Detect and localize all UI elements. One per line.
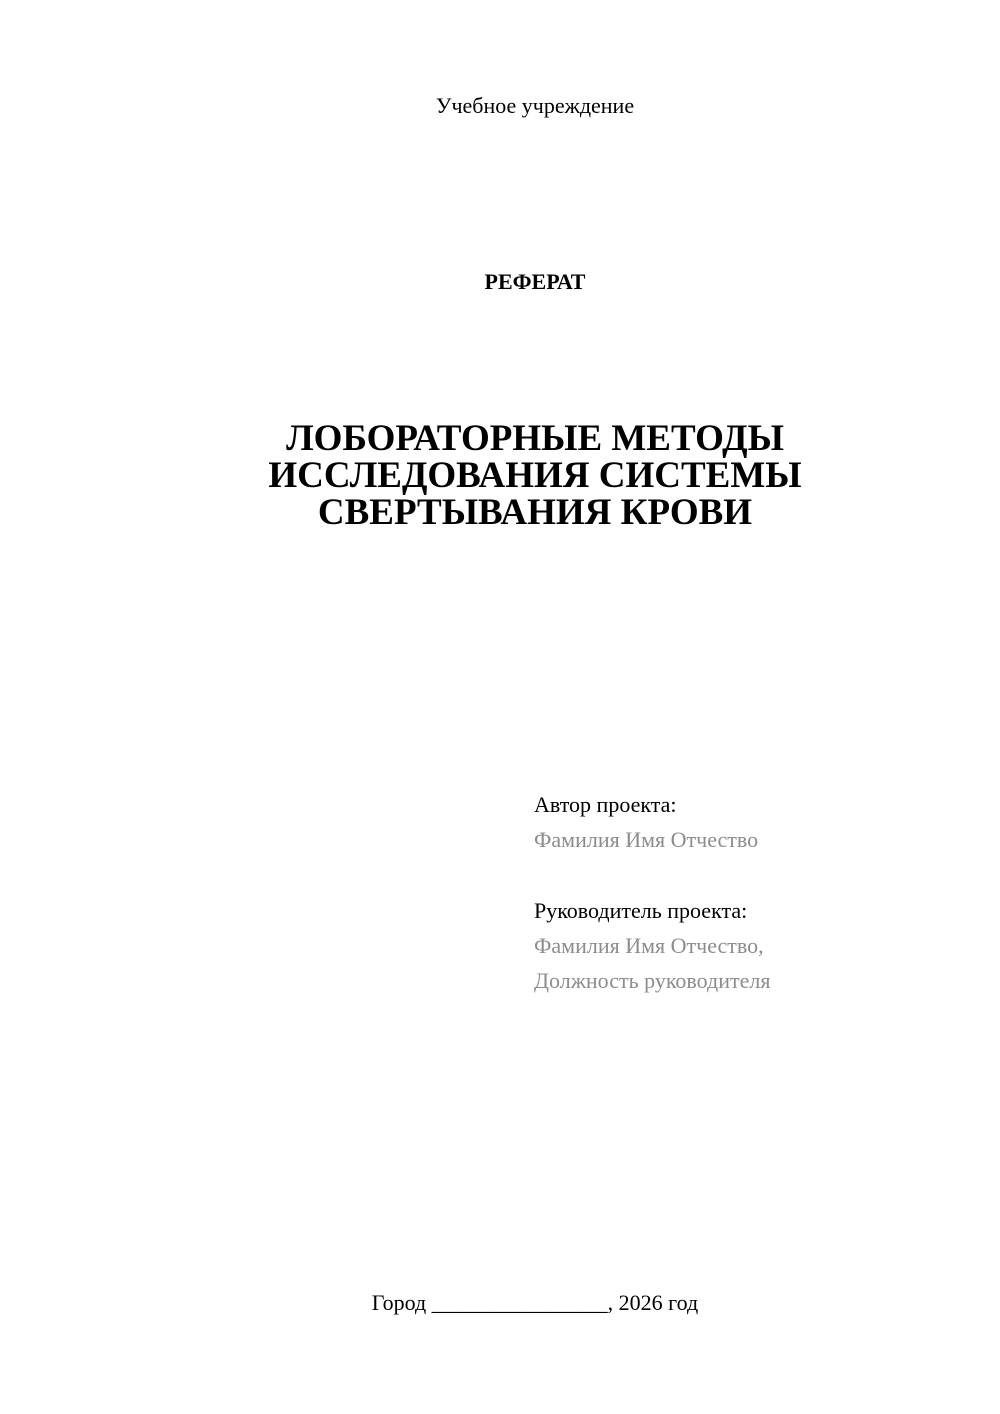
author-label: Автор проекта: xyxy=(534,792,677,817)
supervisor-name: Фамилия Имя Отчество, xyxy=(534,933,764,958)
title-line-2: ИССЛЕДОВАНИЯ СИСТЕМЫ xyxy=(268,455,802,496)
city-year-line: Город ________________, 2026 год xyxy=(371,1290,699,1315)
supervisor-label: Руководитель проекта: xyxy=(534,898,748,923)
author-block xyxy=(534,787,974,857)
document-type: РЕФЕРАТ xyxy=(484,269,586,294)
document-title xyxy=(70,420,1000,531)
institution-name: Учебное учреждение xyxy=(435,93,635,118)
supervisor-position: Должность руководителя xyxy=(534,968,771,993)
supervisor-block xyxy=(534,893,974,998)
title-line-3: СВЕРТЫВАНИЯ КРОВИ xyxy=(317,492,753,533)
title-line-1: ЛОБОРАТОРНЫЕ МЕТОДЫ xyxy=(286,418,784,459)
author-name: Фамилия Имя Отчество xyxy=(534,827,759,852)
